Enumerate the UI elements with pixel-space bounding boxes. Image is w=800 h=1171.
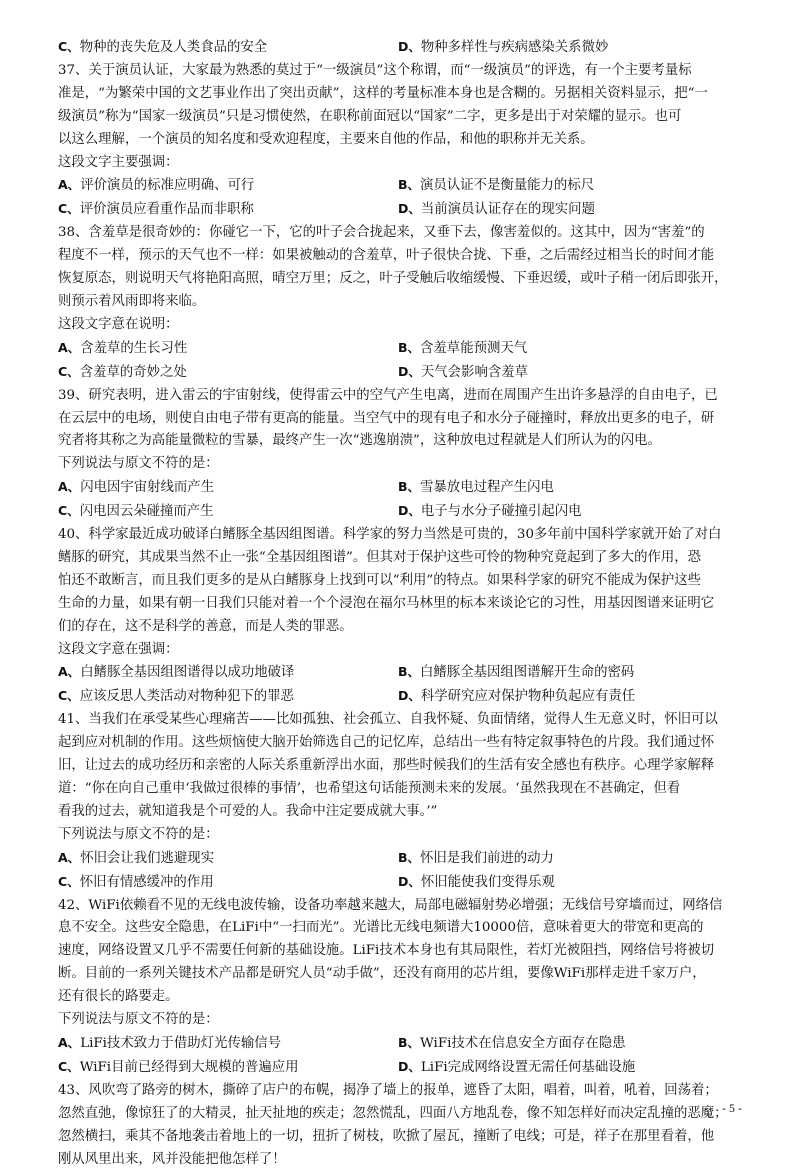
question-text-line: 起到应对机制的作用。这些烦恼使大脑开始筛选自己的记忆库，总结出一些有特定叙事特色的片段。我们通过怀 — [58, 732, 748, 755]
question-38 — [58, 222, 748, 384]
question-text-line: 们的存在，这不是科学的善意，而是人类的罪恶。 — [58, 616, 748, 639]
option-a: A、白鳍豚全基因组图谱得以成功地破译 — [58, 661, 398, 685]
option-b: B、白鳍豚全基因组图谱解开生命的密码 — [398, 661, 748, 685]
answer-options — [58, 661, 748, 709]
question-text-line: 究者将其称之为高能量微粒的雪暴，最终产生一次“逃逸崩溃”，这种放电过程就是人们所认为的闪电。 — [58, 430, 748, 453]
question-text-line: 断。目前的一系列关键技术产品都是研究人员“动手做”，还没有商用的芯片组，要像WiFi那样走进千家万户， — [58, 963, 748, 986]
question-41 — [58, 709, 748, 894]
question-text-line: 42、WiFi依赖看不见的无线电波传输，设备功率越来越大，局部电磁辐射势必增强；无线信号穿墙而过，网络信 — [58, 895, 748, 918]
question-text-line: 生命的力量，如果有朝一日我们只能对着一个个浸泡在福尔马林里的标本来谈论它的习性，用基因图谱来证明它 — [58, 593, 748, 616]
option-c: C、WiFi目前已经得到大规模的普遍应用 — [58, 1056, 398, 1080]
q36-options — [58, 36, 748, 60]
question-prompt: 这段文字意在强调： — [58, 639, 748, 662]
question-text-line: 则预示着风雨即将来临。 — [58, 291, 748, 314]
question-text-line: 忽然直弛，像惊狂了的大精灵，扯天扯地的疾走；忽然慌乱，四面八方地乱卷，像不知怎样好而决定乱撞的恶魔； — [58, 1103, 748, 1126]
question-text-line: 刚从风里出来，风并没能把他怎样了！ — [58, 1149, 748, 1171]
question-text-line: 37、关于演员认证，大家最为熟悉的莫过于“一级演员”这个称谓，而“一级演员”的评选，有一个主要考量标 — [58, 60, 748, 83]
question-prompt: 下列说法与原文不符的是： — [58, 453, 748, 476]
option-d: D、天气会影响含羞草 — [398, 361, 748, 385]
question-39 — [58, 385, 748, 524]
question-42 — [58, 895, 748, 1080]
question-text-line: 鳍豚的研究，其成果当然不止一张“全基因组图谱”。但其对于保护这些可怜的物种究竟起到了多大的作用，恐 — [58, 547, 748, 570]
option-c: C、应该反思人类活动对物种犯下的罪恶 — [58, 685, 398, 709]
option-d: D、怀旧能使我们变得乐观 — [398, 871, 748, 895]
answer-options — [58, 847, 748, 895]
option-d: D、电子与水分子碰撞引起闪电 — [398, 500, 748, 524]
question-text-line: 级演员”称为“国家一级演员”只是习惯使然，在职称前面冠以“国家”二字，更多是出于对荣耀的显示。也可 — [58, 106, 748, 129]
option-b: B、怀旧是我们前进的动力 — [398, 847, 748, 871]
answer-options — [58, 174, 748, 222]
option-a: A、怀旧会让我们逃避现实 — [58, 847, 398, 871]
q36-option-d: D、物种多样性与疾病感染关系微妙 — [398, 36, 748, 60]
answer-options — [58, 476, 748, 524]
question-text-line: 程度不一样，预示的天气也不一样：如果被触动的含羞草，叶子很快合拢、下垂，之后需经过相当长的时间才能 — [58, 245, 748, 268]
question-text-line: 准是，“为繁荣中国的文艺事业作出了突出贡献”，这样的考量标准本身也是含糊的。另据相关资料显示，把“一 — [58, 83, 748, 106]
question-text-line: 旧，让过去的成功经历和亲密的人际关系重新浮出水面，那些时候我们的生活有安全感也有秩序。心理学家解释 — [58, 755, 748, 778]
question-text-line: 道：“你在向自己重申‘我做过很棒的事情’，也希望这句话能预测未来的发展。‘虽然我现在不甚确定，但看 — [58, 778, 748, 801]
question-text-line: 看我的过去，就知道我是个可爱的人。我命中注定要成就大事。’” — [58, 801, 748, 824]
question-text-line: 以这么理解，一个演员的知名度和受欢迎程度，主要来自他的作品，和他的职称并无关系。 — [58, 129, 748, 152]
option-c: C、闪电因云朵碰撞而产生 — [58, 500, 398, 524]
page-number: - 5 - — [722, 1101, 742, 1116]
option-d: D、LiFi完成网络设置无需任何基础设施 — [398, 1056, 748, 1080]
question-37 — [58, 60, 748, 222]
question-text-line: 怕还不敢断言，而且我们更多的是从白鳍豚身上找到可以“利用”的特点。如果科学家的研究不能成为保护这些 — [58, 570, 748, 593]
question-text-line: 速度，网络设置又几乎不需要任何新的基础设施。LiFi技术本身也有其局限性，若灯光被阻挡，网络信号将被切 — [58, 940, 748, 963]
question-prompt: 这段文字意在说明： — [58, 314, 748, 337]
option-a: A、含羞草的生长习性 — [58, 337, 398, 361]
question-text-line: 41、当我们在承受某些心理痛苦——比如孤独、社会孤立、自我怀疑、负面情绪，觉得人生无意义时，怀旧可以 — [58, 709, 748, 732]
question-text-line: 40、科学家最近成功破译白鳍豚全基因组图谱。科学家的努力当然是可贵的，30多年前中国科学家就开始了对白 — [58, 524, 748, 547]
question-text-line: 恢复原态，则说明天气将艳阳高照，晴空万里；反之，叶子受触后收缩缓慢、下垂迟缓，或叶子稍一闭后即张开， — [58, 268, 748, 291]
option-b: B、WiFi技术在信息安全方面存在隐患 — [398, 1032, 748, 1056]
option-a: A、评价演员的标准应明确、可行 — [58, 174, 398, 198]
q36-option-c: C、物种的丧失危及人类食品的安全 — [58, 36, 398, 60]
question-text-line: 还有很长的路要走。 — [58, 986, 748, 1009]
question-text-line: 息不安全。这些安全隐患，在LiFi中“一扫而光”。光谱比无线电频谱大10000倍，意味着更大的带宽和更高的 — [58, 917, 748, 940]
question-43 — [58, 1080, 748, 1171]
option-d: D、当前演员认证存在的现实问题 — [398, 198, 748, 222]
option-a: A、闪电因宇宙射线而产生 — [58, 476, 398, 500]
answer-options — [58, 337, 748, 385]
question-prompt: 这段文字主要强调： — [58, 152, 748, 175]
question-prompt: 下列说法与原文不符的是： — [58, 1009, 748, 1032]
question-40 — [58, 524, 748, 709]
answer-options — [58, 1032, 748, 1080]
option-d: D、科学研究应对保护物种负起应有责任 — [398, 685, 748, 709]
option-b: B、雪暴放电过程产生闪电 — [398, 476, 748, 500]
option-b: B、含羞草能预测天气 — [398, 337, 748, 361]
option-c: C、含羞草的奇妙之处 — [58, 361, 398, 385]
question-prompt: 下列说法与原文不符的是： — [58, 824, 748, 847]
option-b: B、演员认证不是衡量能力的标尺 — [398, 174, 748, 198]
question-text-line: 在云层中的电场，则使自由电子带有更高的能量。当空气中的现有电子和水分子碰撞时，释放出更多的电子，研 — [58, 408, 748, 431]
question-text-line: 38、含羞草是很奇妙的：你碰它一下，它的叶子会合拢起来，又垂下去，像害羞似的。这其中，因为“害羞”的 — [58, 222, 748, 245]
exam-page — [58, 36, 748, 1171]
question-text-line: 43、风吹弯了路旁的树木，撕碎了店户的布幌，揭净了墙上的报单，遮昏了太阳，唱着，叫着，吼着，回荡着； — [58, 1080, 748, 1103]
question-text-line: 39、研究表明，进入雷云的宇宙射线，使得雷云中的空气产生电离，进而在周围产生出许多悬浮的自由电子，已 — [58, 385, 748, 408]
option-c: C、评价演员应看重作品而非职称 — [58, 198, 398, 222]
question-text-line: 忽然横扫，乘其不备地袭击着地上的一切，扭折了树枝，吹掀了屋瓦，撞断了电线；可是，祥子在那里看着，他 — [58, 1126, 748, 1149]
option-c: C、怀旧有情感缓冲的作用 — [58, 871, 398, 895]
option-a: A、LiFi技术致力于借助灯光传输信号 — [58, 1032, 398, 1056]
